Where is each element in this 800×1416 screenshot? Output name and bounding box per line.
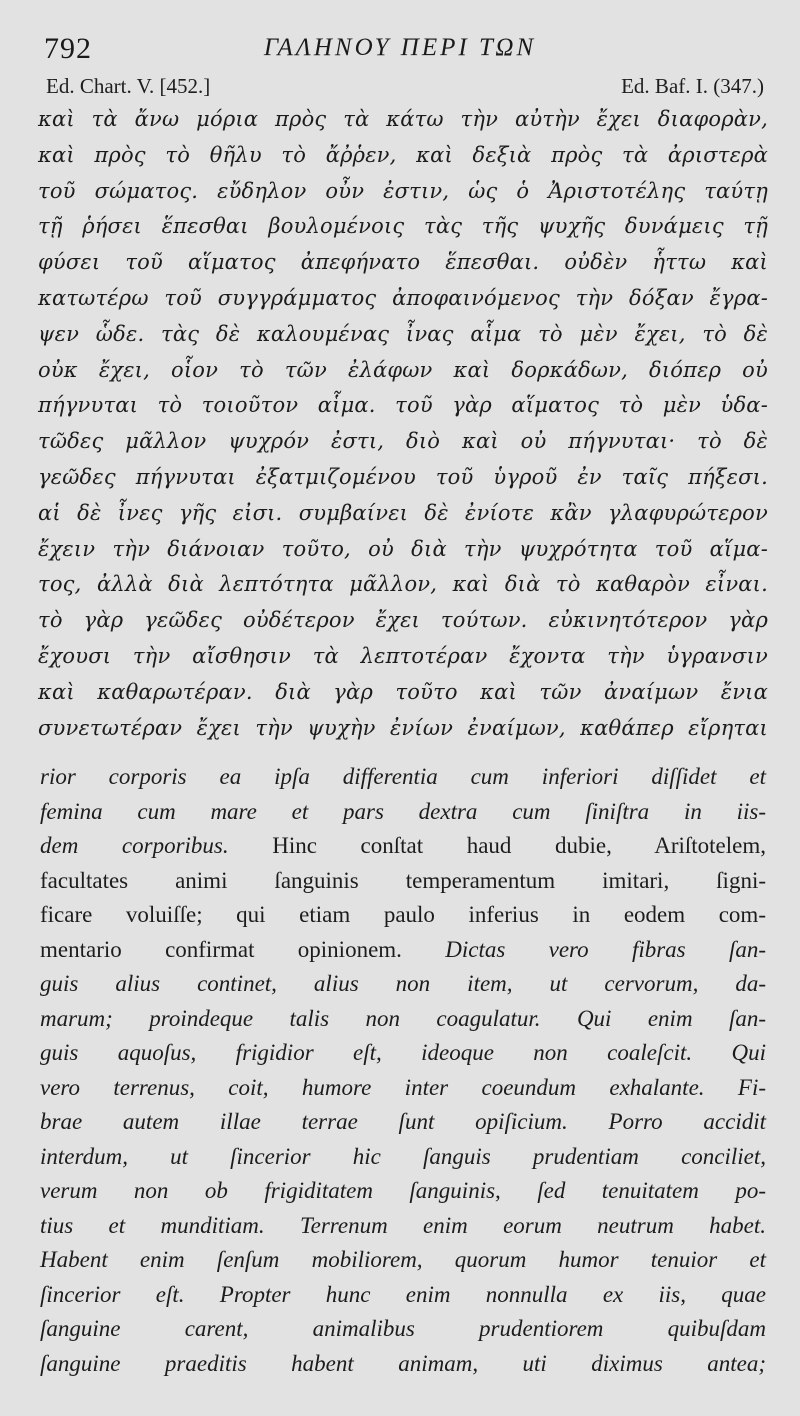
latin-text-line	[40, 1312, 766, 1347]
latin-italic-segment: femina cum mare et pars dextra cum ſiniſtra in iis-	[40, 798, 766, 824]
greek-text-line: οὐκ ἔχει, οἷον τὸ τῶν ἐλάφων καὶ δορκάδων, διόπερ οὐ	[38, 357, 768, 382]
running-head	[40, 28, 760, 68]
greek-text-line: κατωτέρω τοῦ συγγράμματος ἀποφαινόμενος τὴν δόξαν ἔγρα-	[38, 285, 768, 310]
greek-text-line: αἱ δὲ ἶνες γῆς εἰσι. συμβαίνει δὲ ἐνίοτε κἂν γλαφυρώτερον	[38, 500, 768, 525]
edition-chartier-reference: Ed. Chart. V. [452.]	[46, 74, 211, 98]
latin-text-line	[40, 795, 766, 830]
latin-roman-segment: facultates animi ſanguinis temperamentum imitari, ſigni-	[40, 867, 766, 893]
latin-text-line	[40, 1174, 766, 1209]
latin-italic-segment: ſanguine praeditis habent animam, uti diximus antea;	[40, 1350, 766, 1376]
latin-text-line	[40, 1036, 766, 1071]
latin-italic-segment: Dictas vero fibras ſan-	[445, 936, 767, 962]
greek-text-line: τῶδες μᾶλλον ψυχρόν ἐστι, διὸ καὶ οὐ πήγνυται· τὸ δὲ	[38, 429, 768, 454]
greek-text-line: ἔχειν τὴν διάνοιαν τοῦτο, οὐ διὰ τὴν ψυχρότητα τοῦ αἵμα-	[38, 536, 768, 561]
edition-reference-line	[46, 74, 764, 102]
latin-italic-segment: vero terrenus, coit, humore inter coeundum exhalante. Fi-	[40, 1074, 766, 1100]
greek-text-line: πήγνυται τὸ τοιοῦτον αἷμα. τοῦ γὰρ αἵματος τὸ μὲν ὑδα-	[38, 393, 768, 418]
latin-text-line	[40, 898, 766, 933]
latin-translation-block	[40, 760, 766, 1381]
greek-text-line: καὶ τὰ ἄνω μόρια πρὸς τὰ κάτω τὴν αὐτὴν ἔχει διαφορὰν,	[38, 107, 768, 131]
greek-text-line: τὸ γὰρ γεῶδες οὐδέτερον ἔχει τούτων. εὐκινητότερον γὰρ	[38, 608, 768, 633]
greek-text-line: ἔχουσι τὴν αἴσθησιν τὰ λεπτοτέραν ἔχοντα τὴν ὑγρανσιν	[38, 643, 768, 668]
latin-italic-segment: interdum, ut ſincerior hic ſanguis prudentiam conciliet,	[40, 1143, 766, 1169]
latin-text-line	[40, 864, 766, 899]
greek-text-line: τος, ἀλλὰ διὰ λεπτότητα μᾶλλον, καὶ διὰ τὸ καθαρὸν εἶναι.	[38, 572, 768, 597]
latin-text-line	[40, 760, 766, 795]
running-title: ΓΑΛΗΝΟΥ ΠΕΡΙ ΤΩΝ	[263, 34, 537, 61]
latin-italic-segment: ſanguine carent, animalibus prudentiorem quibuſdam	[40, 1316, 766, 1341]
latin-text-line	[40, 1105, 766, 1140]
greek-text-block	[38, 102, 768, 746]
latin-italic-segment: rior corporis ea ipſa differentia cum inferiori diſſidet et	[40, 764, 766, 789]
latin-text-line	[40, 829, 766, 864]
latin-text-line	[40, 1209, 766, 1244]
greek-text-line: γεῶδες πήγνυται ἐξατμιζομένου τοῦ ὑγροῦ ἐν ταῖς πήξεσι.	[38, 464, 768, 489]
latin-italic-segment: guis alius continet, alius non item, ut cervorum, da-	[40, 971, 766, 996]
latin-text-line	[40, 1002, 766, 1037]
latin-italic-segment: ſincerior eſt. Propter hunc enim nonnulla ex iis, quae	[40, 1281, 766, 1307]
latin-italic-segment: dem corporibus.	[40, 833, 229, 858]
latin-text-line	[40, 933, 766, 968]
latin-text-line	[40, 1071, 766, 1106]
page-number: 792	[44, 32, 92, 65]
edition-basel-reference: Ed. Baf. I. (347.)	[621, 74, 764, 98]
latin-roman-segment: mentario confirmat opinionem.	[40, 936, 446, 962]
latin-italic-segment: marum; proindeque talis non coagulatur. Qui enim ſan-	[40, 1005, 766, 1031]
latin-italic-segment: guis aquoſus, frigidior eſt, ideoque non coaleſcit. Qui	[40, 1040, 766, 1065]
greek-text-line: συνετωτέραν ἔχει τὴν ψυχὴν ἐνίων ἐναίμων, καθάπερ εἴρηται	[38, 715, 768, 740]
greek-text-line: τῇ ῥήσει ἕπεσθαι βουλομένοις τὰς τῆς ψυχῆς δυνάμεις τῇ	[38, 214, 768, 239]
greek-text-line: φύσει τοῦ αἵματος ἀπεφήνατο ἕπεσθαι. οὐδὲν ἧττω καὶ	[38, 250, 768, 275]
latin-italic-segment: verum non ob frigiditatem ſanguinis, ſed tenuitatem po-	[40, 1178, 766, 1203]
latin-text-line	[40, 967, 766, 1002]
greek-text-line: ψεν ὧδε. τὰς δὲ καλουμένας ἶνας αἷμα τὸ μὲν ἔχει, τὸ δὲ	[38, 321, 768, 346]
latin-text-line	[40, 1140, 766, 1175]
latin-roman-segment: ficare voluiſſe; qui etiam paulo inferius in eodem com-	[40, 902, 766, 927]
latin-italic-segment: tius et munditiam. Terrenum enim eorum neutrum habet.	[40, 1212, 766, 1238]
greek-text-line: τοῦ σώματος. εὔδηλον οὖν ἐστιν, ὡς ὁ Ἀριστοτέλης ταύτῃ	[38, 178, 768, 203]
latin-roman-segment: Hinc conſtat haud dubie, Ariſtotelem,	[228, 833, 766, 858]
latin-text-line	[40, 1347, 766, 1382]
greek-text-line: καὶ καθαρωτέραν. διὰ γὰρ τοῦτο καὶ τῶν ἀναίμων ἔνια	[38, 679, 768, 704]
latin-italic-segment: brae autem illae terrae ſunt opiſicium. Porro accidit	[40, 1109, 766, 1134]
latin-text-line	[40, 1278, 766, 1313]
latin-text-line	[40, 1243, 766, 1278]
latin-italic-segment: Habent enim ſenſum mobiliorem, quorum humor tenuior et	[40, 1247, 766, 1272]
greek-text-line: καὶ πρὸς τὸ θῆλυ τὸ ἄῤῥεν, καὶ δεξιὰ πρὸς τὰ ἀριστερὰ	[38, 142, 768, 167]
